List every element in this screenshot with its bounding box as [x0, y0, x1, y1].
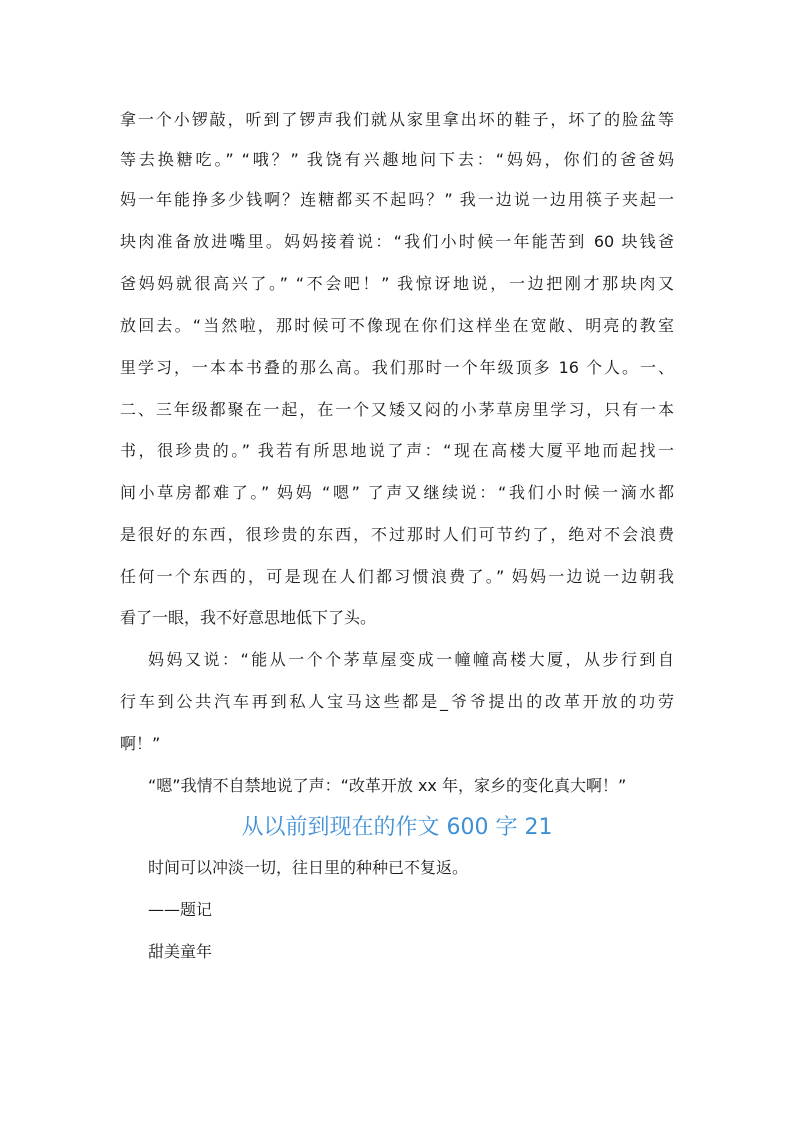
- body-text-line: 妈一年能挣多少钱啊？连糖都买不起吗？” 我一边说一边用筷子夹起一: [120, 190, 674, 209]
- epigraph-attribution: ——题记: [148, 900, 213, 919]
- body-text-line: 书，很珍贵的。” 我若有所思地说了声：“现在高楼大厦平地而起找一: [120, 441, 674, 460]
- body-text-line: 时间可以冲淡一切，往日里的种种已不复返。: [148, 858, 469, 877]
- body-text-line: “嗯”我情不自禁地说了声：“改革开放 xx 年，家乡的变化真大啊！”: [148, 776, 627, 795]
- body-text-line: 里学习，一本本书叠的那么高。我们那时一个年级顶多 16 个人。一、: [120, 358, 674, 377]
- body-text-line: 是很好的东西，很珍贵的东西，不过那时人们可节约了，绝对不会浪费: [120, 525, 674, 544]
- body-text-line: 等去换糖吃。” “哦？” 我饶有兴趣地问下去：“妈妈，你们的爸爸妈: [120, 150, 674, 169]
- body-text-line: 块肉准备放进嘴里。妈妈接着说：“我们小时候一年能苦到 60 块钱爸: [120, 232, 674, 251]
- body-text-line: 放回去。“当然啦，那时候可不像现在你们这样坐在宽敞、明亮的教室: [120, 316, 674, 335]
- body-text-line: 爸妈妈就很高兴了。” “不会吧！” 我惊讶地说，一边把刚才那块肉又: [120, 274, 674, 293]
- section-heading: 甜美童年: [148, 942, 213, 961]
- body-text-line: 任何一个东西的，可是现在人们都习惯浪费了。” 妈妈一边说一边朝我: [120, 567, 674, 586]
- body-text-line: 妈妈又说：“能从一个个茅草屋变成一幢幢高楼大厦，从步行到自: [148, 650, 674, 669]
- body-text-line: 啊！”: [120, 734, 161, 753]
- article-title: 从以前到现在的作文 600 字 21: [241, 815, 553, 840]
- body-text-line: 行车到公共汽车再到私人宝马这些都是_爷爷提出的改革开放的功劳: [120, 692, 674, 711]
- body-text-line: 二、三年级都聚在一起，在一个又矮又闷的小茅草房里学习，只有一本: [120, 400, 674, 419]
- body-text-line: 拿一个小锣敲，听到了锣声我们就从家里拿出坏的鞋子，坏了的脸盆等: [120, 110, 674, 129]
- body-text-line: 间小草房都难了。” 妈妈 “嗯” 了声又继续说：“我们小时候一滴水都: [120, 483, 674, 502]
- body-text-line: 看了一眼，我不好意思地低下了头。: [120, 608, 377, 627]
